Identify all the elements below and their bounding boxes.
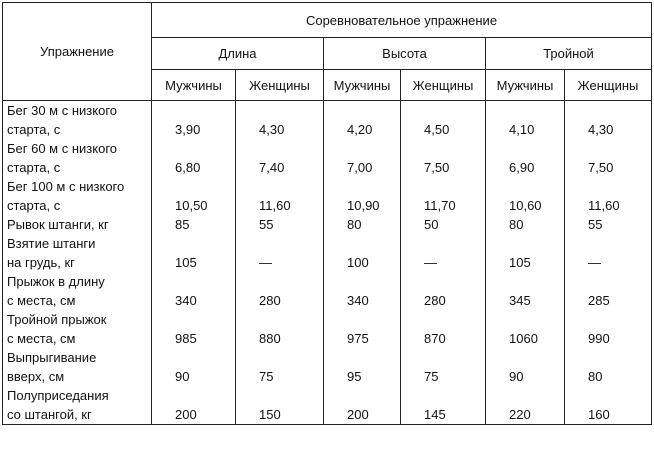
exercise-name-line: Бег 60 м с низкого [7, 141, 117, 156]
table-cell-value: 4,50 [424, 122, 450, 137]
table-cell-value: 985 [175, 331, 197, 346]
standards-table [2, 2, 652, 425]
row-spacer [175, 177, 235, 196]
table-body-row [3, 101, 652, 425]
table-cell-value: 160 [588, 407, 610, 422]
exercise-name-line: старта, с [7, 160, 61, 175]
row-spacer [175, 348, 235, 367]
table-cell-value: 870 [424, 331, 446, 346]
row-spacer [509, 139, 564, 158]
exercise-name-line: старта, с [7, 198, 61, 213]
row-spacer [259, 310, 323, 329]
row-spacer [347, 101, 400, 120]
exercise-name-line: с места, см [7, 331, 76, 346]
table-cell-value: — [424, 255, 437, 270]
table-cell-value: 6,90 [509, 160, 535, 175]
table-cell-value: 80 [509, 217, 524, 232]
row-spacer [424, 386, 485, 405]
table-cell-value: 285 [588, 293, 610, 308]
values-cell [324, 101, 401, 425]
table-cell-value: 50 [424, 217, 439, 232]
values-cell [152, 101, 236, 425]
values-column [324, 101, 400, 424]
row-spacer [424, 177, 485, 196]
table-cell-value: 90 [175, 369, 190, 384]
row-spacer [259, 348, 323, 367]
row-spacer [588, 234, 651, 253]
row-spacer [588, 177, 651, 196]
row-spacer [259, 272, 323, 291]
exercise-name-line: Рывок штанги, кг [7, 217, 109, 232]
table-cell-value: 6,80 [175, 160, 201, 175]
table-cell-value: 1060 [509, 331, 538, 346]
exercise-name-line: старта, с [7, 122, 61, 137]
row-spacer [424, 272, 485, 291]
sex-header: Мужчины [486, 70, 565, 101]
exercise-name-line: Взятие штанги [7, 236, 96, 251]
table-cell-value: 4,30 [588, 122, 614, 137]
table-cell-value: 345 [509, 293, 531, 308]
table-cell-value: 11,70 [424, 198, 456, 213]
row-spacer [347, 310, 400, 329]
table-cell-value: 105 [509, 255, 531, 270]
row-spacer [175, 139, 235, 158]
row-spacer [588, 272, 651, 291]
exercise-list [3, 101, 151, 424]
table-cell-value: 340 [347, 293, 369, 308]
row-spacer [259, 386, 323, 405]
row-spacer [509, 310, 564, 329]
row-spacer [424, 348, 485, 367]
values-cell [401, 101, 486, 425]
exercise-name-line: Выпрыгивание [7, 350, 97, 365]
table-cell-value: 4,20 [347, 122, 373, 137]
table-cell-value: 7,50 [424, 160, 450, 175]
table-cell-value: 80 [588, 369, 603, 384]
values-column [401, 101, 485, 424]
sex-header: Женщины [565, 70, 652, 101]
exercise-name-line: Бег 30 м с низкого [7, 103, 117, 118]
table-cell-value: 7,40 [259, 160, 285, 175]
table-cell-value: 10,90 [347, 198, 380, 213]
table-cell-value: 55 [259, 217, 274, 232]
sex-header: Женщины [236, 70, 324, 101]
table-cell-value: 75 [259, 369, 274, 384]
table-cell-value: 200 [175, 407, 197, 422]
table-cell-value: 11,60 [259, 198, 291, 213]
exercise-name-line: Полуприседания [7, 388, 109, 403]
table-cell-value: 95 [347, 369, 362, 384]
row-spacer [509, 177, 564, 196]
group-header-height: Высота [324, 38, 486, 70]
table-cell-value: 90 [509, 369, 524, 384]
row-spacer [509, 234, 564, 253]
row-spacer [347, 386, 400, 405]
table-cell-value: 105 [175, 255, 197, 270]
row-spacer [588, 101, 651, 120]
exercise-name-line: Тройной прыжок [7, 312, 107, 327]
table-cell-value: 100 [347, 255, 369, 270]
values-cell [486, 101, 565, 425]
table-cell-value: 4,10 [509, 122, 535, 137]
table-cell-value: 7,50 [588, 160, 614, 175]
row-spacer [588, 348, 651, 367]
table-cell-value: — [588, 255, 601, 270]
row-spacer [509, 386, 564, 405]
group-header-length: Длина [152, 38, 324, 70]
exercise-column-header: Упражнение [3, 3, 152, 101]
table-cell-value: 85 [175, 217, 190, 232]
row-spacer [259, 139, 323, 158]
row-spacer [509, 101, 564, 120]
row-spacer [259, 177, 323, 196]
row-spacer [175, 272, 235, 291]
table-cell-value: 55 [588, 217, 603, 232]
row-spacer [424, 139, 485, 158]
table-cell-value: 280 [424, 293, 446, 308]
row-spacer [424, 234, 485, 253]
values-cell [565, 101, 652, 425]
table-cell-value: 340 [175, 293, 197, 308]
row-spacer [588, 310, 651, 329]
row-spacer [259, 101, 323, 120]
row-spacer [175, 234, 235, 253]
row-spacer [347, 234, 400, 253]
group-header-triple: Тройной [486, 38, 652, 70]
row-spacer [509, 348, 564, 367]
exercise-name-line: на грудь, кг [7, 255, 75, 270]
table-cell-value: 150 [259, 407, 281, 422]
row-spacer [588, 139, 651, 158]
values-column [565, 101, 651, 424]
values-column [152, 101, 235, 424]
exercise-name-line: Прыжок в длину [7, 274, 105, 289]
exercise-name-line: с места, см [7, 293, 76, 308]
table-cell-value: 145 [424, 407, 446, 422]
sex-header: Женщины [401, 70, 486, 101]
row-spacer [175, 386, 235, 405]
row-spacer [175, 310, 235, 329]
row-spacer [347, 177, 400, 196]
table-cell-value: 11,60 [588, 198, 620, 213]
table-cell-value: 880 [259, 331, 281, 346]
competition-exercise-header: Соревновательное упражнение [152, 3, 652, 38]
row-spacer [424, 101, 485, 120]
table-cell-value: 10,60 [509, 198, 542, 213]
row-spacer [347, 348, 400, 367]
values-cell [236, 101, 324, 425]
row-spacer [259, 234, 323, 253]
row-spacer [175, 101, 235, 120]
table-cell-value: 10,50 [175, 198, 208, 213]
sex-header: Мужчины [324, 70, 401, 101]
values-column [236, 101, 323, 424]
exercise-name-line: Бег 100 м с низкого [7, 179, 125, 194]
values-column [486, 101, 564, 424]
row-spacer [347, 272, 400, 291]
table-cell-value: 3,90 [175, 122, 201, 137]
row-spacer [588, 386, 651, 405]
row-spacer [509, 272, 564, 291]
exercise-name-line: со штангой, кг [7, 407, 92, 422]
exercise-name-line: вверх, см [7, 369, 65, 384]
table-cell-value: 200 [347, 407, 369, 422]
table-cell-value: 975 [347, 331, 369, 346]
table-cell-value: 990 [588, 331, 610, 346]
exercise-names-cell [3, 101, 152, 425]
sex-header: Мужчины [152, 70, 236, 101]
table-cell-value: 80 [347, 217, 362, 232]
table-cell-value: 280 [259, 293, 281, 308]
row-spacer [347, 139, 400, 158]
table-cell-value: 75 [424, 369, 439, 384]
table-cell-value: — [259, 255, 272, 270]
table-cell-value: 7,00 [347, 160, 373, 175]
row-spacer [424, 310, 485, 329]
table-cell-value: 220 [509, 407, 531, 422]
table-cell-value: 4,30 [259, 122, 285, 137]
